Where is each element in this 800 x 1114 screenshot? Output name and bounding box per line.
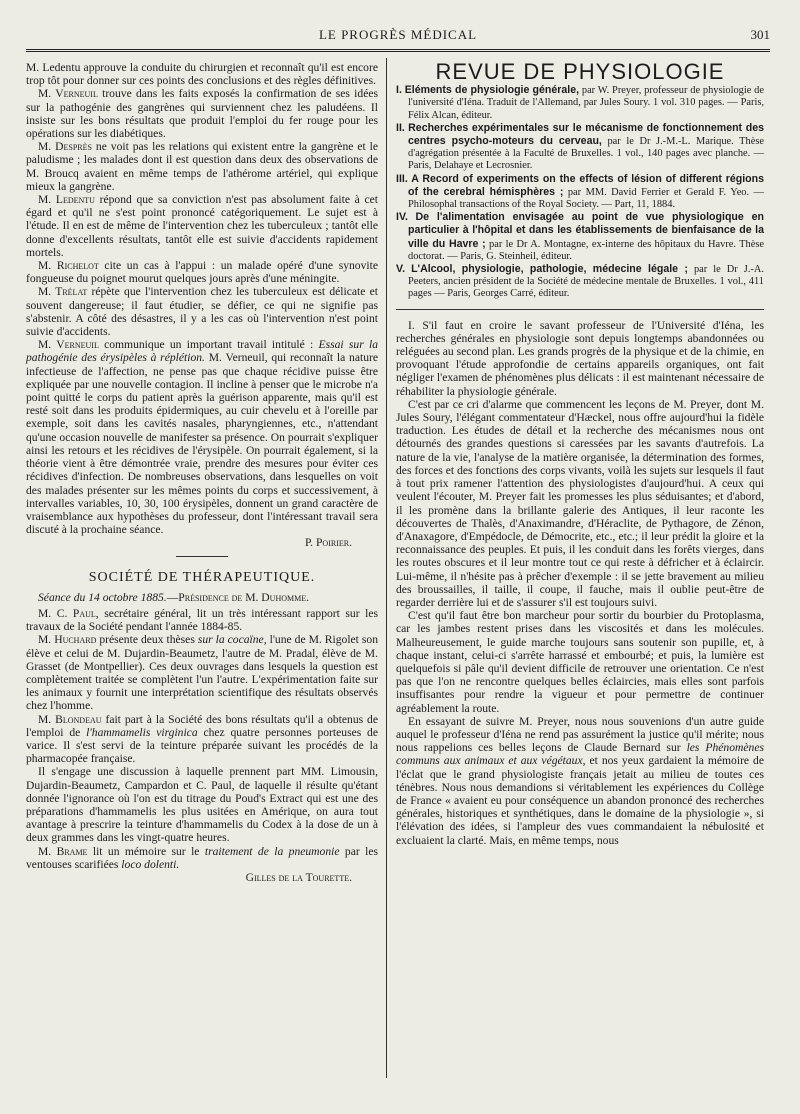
- speaker-name: M. Brame: [38, 844, 88, 858]
- entry-title: L'Alcool, physiologie, pathologie, médecine légale ;: [411, 263, 688, 276]
- entry-number: IV.: [396, 211, 408, 224]
- speaker-name: M. Blondeau: [38, 712, 102, 726]
- separator-rule: [176, 556, 228, 557]
- paragraph: [26, 259, 378, 285]
- paragraph: [26, 607, 378, 633]
- speaker-name: M. C. Paul,: [38, 606, 99, 620]
- paragraph-text: et nos yeux gardaient la mémoire de l'éclat que le grand physiologiste français jetait au milieu de toutes ces ténèbres. Nous nous demandions si véritablement les expériences du Collège de France « avaient eu pour conséquence un abandon prononcé des recherches générales, historiques et synthétiques, dans le domaine de la physiologie », si l'élévation des idées, si l'ampleur des vues commandaient la nébulosité et excluaient la clarté. Mais, en même temps, nous: [396, 754, 764, 847]
- page-header: [26, 27, 770, 49]
- bibliography-entry: [396, 84, 764, 122]
- italic-text: l'hammamelis virginica: [86, 725, 198, 739]
- paragraph: C'est par ce cri d'alarme que commencent les leçons de M. Preyer, dont M. Jules Soury, l'élégant commentateur d'Hæckel, nous offre aujourd'hui la fidèle traduction. Les études de détail et la recherche des mécanismes nous ont détournés des grandes questions si caressées par les savants d'autrefois. La nature de la vie, l'analyse de la matière organisée, la détermination des formes, des forces et des fonctions des corps vivants, voilà les sujets sur lesquels il faut à tout prix ramener l'attention des physiologistes d'aujourd'hui. A ceux qui veulent l'écouter, M. Preyer fait les promesses les plus séduisantes; et d'abord, il les promène dans la brillante galerie des Antiques, il leur raconte les découvertes de Thalès, d'Anaximandre, d'Héraclite, de Pythagore, de Zénon, d'Anaxagore, d'Empédocle, de Démocrite, etc., etc.; il leur prédit la gloire et la reconnaissance des peuples. Et puis, il les conduit dans les forêts vierges, dans les routes obscures et il leur montre tout ce qui reste à défricher et à éclaircir. Lui-même, il n'hésite pas à prêcher d'exemple : il se jette bravement au milieu des broussailles, il taille, il coupe, il fauche, mais il oublie peut-être de regarder derrière lui et de s'assurer s'il est toujours suivi.: [396, 397, 764, 609]
- paragraph-text: lit un mémoire sur le: [87, 844, 205, 858]
- entry-details: par le Dr A. Montagne, ex-interne des hôpitaux du Havre. Thèse doctorat. — Paris, G. Steinheil, éditeur.: [408, 238, 764, 262]
- session-date: Séance du 14 octobre 1885.: [38, 590, 167, 604]
- paragraph-text: trouve dans les faits exposés la confirmation de ses idées sur la pathogénie des gangrènes qui surviennent chez les paludéens. Il insiste sur les bons résultats que produit l'emploi du fer rouge pour les opérations sur les diabétiques.: [26, 87, 378, 141]
- running-title: LE PROGRÈS MÉDICAL: [318, 27, 478, 42]
- paragraph-text: répond que sa conviction n'est pas absolument faite à cet égard et qu'il ne s'est point prononcé catégoriquement. Le sujet est à l'étude. Il en est de même de l'intervention chez les tuberculeux ; tantôt elle donne d'excellents résultats, tantôt elle est suivie d'accidents rapidement mortels.: [26, 193, 378, 259]
- paragraph: [26, 285, 378, 338]
- paragraph: M. Ledentu approuve la conduite du chirurgien et reconnaît qu'il est encore trop tôt pour donner sur ces points des conclusions et des règles définitives.: [26, 61, 378, 88]
- italic-text: sur la cocaïne,: [197, 633, 267, 647]
- paragraph-text: fait part à la Société des bons résultats qu'il a obtenus de l'emploi de: [26, 712, 378, 739]
- speaker-name: M. Verneuil: [38, 87, 98, 101]
- entry-details: par W. Preyer, professeur de physiologie de l'université d'Iéna. Traduit de l'Allemand, par Jules Soury. 1 vol. 310 pages. — Paris, Félix Alcan, éditeur.: [408, 85, 764, 121]
- section-title: SOCIÉTÉ DE THÉRAPEUTIQUE.: [88, 569, 316, 585]
- speaker-name: M. Verneuil: [38, 338, 99, 352]
- paragraph-text: ne voit pas les relations qui existent entre la gangrène et le paludisme ; les malades dont il est question dans deux des observations de M. Broucq avaient en même temps de l'athérome artériel, qui explique mieux la gangrène.: [26, 140, 378, 193]
- entry-title: De l'alimentation envisagée au point de vue physiologique en particulier à l'hôpital et dans les établissements de bienfaisance de la ville du Havre ;: [408, 211, 764, 250]
- speaker-name: M. Richelot: [38, 259, 99, 273]
- paragraph-text: cite un cas à l'appui : un malade opéré d'une synovite fongueuse du poignet mourut quelques jours après d'une méningite.: [26, 259, 378, 286]
- paragraph-text: secrétaire général, lit un très intéressant rapport sur les travaux de la Société pendant l'année 1884-85.: [26, 606, 378, 634]
- paragraph: [26, 338, 378, 536]
- entry-details: par le Dr J.-M.-L. Marique. Thèse d'agrégation présentée à la Faculté de Bruxelles. 1 vol., 140 pages avec planche. — Paris, Delahaye et Lecrosnier.: [408, 136, 764, 172]
- page-number: 301: [750, 27, 770, 42]
- paragraph: I. S'il faut en croire le savant professeur de l'Université d'Iéna, les recherches générales en physiologie sont depuis longtemps abandonnées ou reléguées au second plan. Les grands progrès de la physique et de la chimie, en provoquant l'étude approfondie de certains appareils organiques, ont fait négliger l'examen de phénomènes plus délicats : il est maintenant nécessaire de réhabiliter la physiologie générale.: [396, 318, 764, 398]
- paragraph-text: par les ventouses scarifiées: [26, 844, 379, 871]
- right-column: [396, 61, 764, 847]
- paragraph-text: présente deux thèses: [96, 633, 198, 647]
- bibliography-entry: [396, 173, 764, 212]
- column-divider: [386, 58, 387, 1078]
- bibliography-entry: [396, 122, 764, 173]
- paragraph: [26, 713, 378, 766]
- session-presidence: —Présidence de M. Duhomme.: [166, 590, 310, 604]
- speaker-name: M. Huchard: [38, 633, 97, 647]
- work-title: les Phénomènes communs aux animaux et aux végétaux,: [396, 741, 764, 768]
- left-column: [26, 61, 378, 884]
- bibliography-list: [396, 84, 764, 300]
- bibliography-entry: [396, 211, 764, 263]
- author-signature: Gilles de la Tourette.: [245, 870, 352, 884]
- speaker-name: M. Ledentu: [38, 193, 95, 207]
- author-signature: P. Poirier.: [305, 536, 352, 550]
- paragraph: [26, 87, 378, 140]
- separator-rule: [396, 309, 764, 310]
- entry-title: A Record of experiments on the effects of lésion of different régions of the cerebral hémisphères ;: [408, 172, 764, 198]
- paragraph: [26, 845, 378, 871]
- paragraph-text: chez quatre personnes porteuses de varice. Il s'est servi de la teinture préparée suivant les procédés de la pharmacopée française.: [26, 725, 378, 766]
- paragraph-text: répète que l'intervention chez les tuberculeux est délicate et souvent dangereuse; il faut étudier, se défier, ce qui ne signifie pas s'abstenir. A côté des désastres, il y a les cas où l'intervention n'est point suivie d'accidents.: [26, 285, 378, 339]
- italic-text: traitement de la pneumonie: [204, 844, 340, 858]
- paragraph: [396, 715, 764, 847]
- bibliography-entry: [396, 263, 764, 301]
- italic-text: loco dolenti.: [121, 857, 180, 871]
- paragraph-text: En essayant de suivre M. Preyer, nous nous souvenions d'un autre guide auquel le professeur d'Iéna ne rend pas assurément la justice qu'il mérite; nous nous rappelions ces belles leçons de Claude Bernard sur: [396, 714, 764, 755]
- paragraph: Il s'engage une discussion à laquelle prennent part MM. Limousin, Dujardin-Beaumetz, Campardon et C. Paul, de laquelle il résulte qu'étant donnée l'ignorance où l'on est du titrage du Poud's Extract qui est une des préparations d'hammamelis les plus usitées en Amérique, on aura tout avantage à prescrire la teinture d'hammamelis du Codex à la dose de un à deux grammes dans les vingt-quatre heures.: [26, 765, 378, 845]
- paragraph-text: M. Verneuil, qui reconnaît la nature infectieuse de l'affection, ne pense pas que chaque récidive puisse être expliquée par une nouvelle contagion. Il incline à penser que le microbe n'a point quitté le corps du patient après la guérison apparente, mais qu'il est resté soit dans les produits épidermiques, au cuir chevelu et à l'oreille par exemple, soit dans les cavités nasales, pharyngiennes, etc., n'attendant qu'une occasion nouvelle de manifester sa présence. On pourrait s'expliquer ainsi les retours et les récidives de l'érysipèle. On pourrait également, si la théorie vient à être démontrée vraie, prendre des mesures pour éviter ces récidives d'infection. De nombreuses observations, dans lesquelles on voit des malades présenter sur les mêmes points du corps et successivement, à intervalles variables, 10, 30, 100 érysipèles, donnent un grand caractère de vraisemblance aux hypothèses du professeur, dont l'intéressant travail sera discuté à la prochaine séance.: [26, 351, 378, 537]
- paragraph-text: l'une de M. Rigolet son élève et celui de M. Dujardin-Beaumetz, l'autre de M. Pradal, élève de M. Grasset (de Montpellier). Ces deux ouvrages dans lesquels la question est complètement traitée se complètent l'un l'autre. L'expérimentation faite sur les animaux y fournit une interprétation scientifique des résultats observés chez l'homme.: [26, 633, 379, 713]
- speaker-name: M. Trélat: [38, 285, 88, 299]
- entry-number: V.: [396, 263, 406, 276]
- entry-details: par MM. David Ferrier et Gerald F. Yeo. — Philosophal transactions of the Royal Society. — Part, 11, 1884.: [408, 186, 764, 211]
- entry-number: I.: [396, 84, 402, 97]
- entry-number: III.: [396, 172, 408, 185]
- paragraph: [26, 633, 378, 712]
- paragraph: C'est qu'il faut être bon marcheur pour sortir du bourbier du Protoplasma, car les jambes restent prises dans les viscosités et dans les molécules. Malheureusement, le guide marche toujours sans soutenir son pupille, et, à chaque instant, celui-ci s'arrête harrassé et embourbé; et puis, la lumière est quelquefois si pâle qu'il devient difficile de retrouver une orientation. Ce n'est pas que l'on ne rencontre quelques belles éclaircies, mais elles sont parfois insuffisantes pour rendre la vigueur et pour permettre de continuer agréablement la route.: [396, 609, 764, 715]
- paragraph: [26, 193, 378, 259]
- section-title: REVUE DE PHYSIOLOGIE: [435, 59, 725, 84]
- paragraph-text: communique un important travail intitulé :: [98, 338, 319, 352]
- session-line: [26, 591, 378, 604]
- speaker-name: M. Desprès: [38, 140, 92, 154]
- entry-title: Recherches expérimentales sur le mécanisme de fonctionnement des centres psycho-moteurs du cerveau,: [408, 121, 764, 148]
- header-rule: [26, 49, 770, 52]
- entry-title: Eléments de physiologie générale,: [404, 84, 580, 97]
- work-title: Essai sur la pathogénie des érysipèles à réplétion.: [26, 338, 378, 365]
- entry-details: par le Dr J.-A. Peeters, ancien président de la Société de médecine mentale de Bruxelles. 1 vol., 411 pages — Paris, Georges Carré, éditeur.: [408, 264, 764, 300]
- entry-number: II.: [396, 121, 405, 134]
- paragraph: [26, 140, 378, 193]
